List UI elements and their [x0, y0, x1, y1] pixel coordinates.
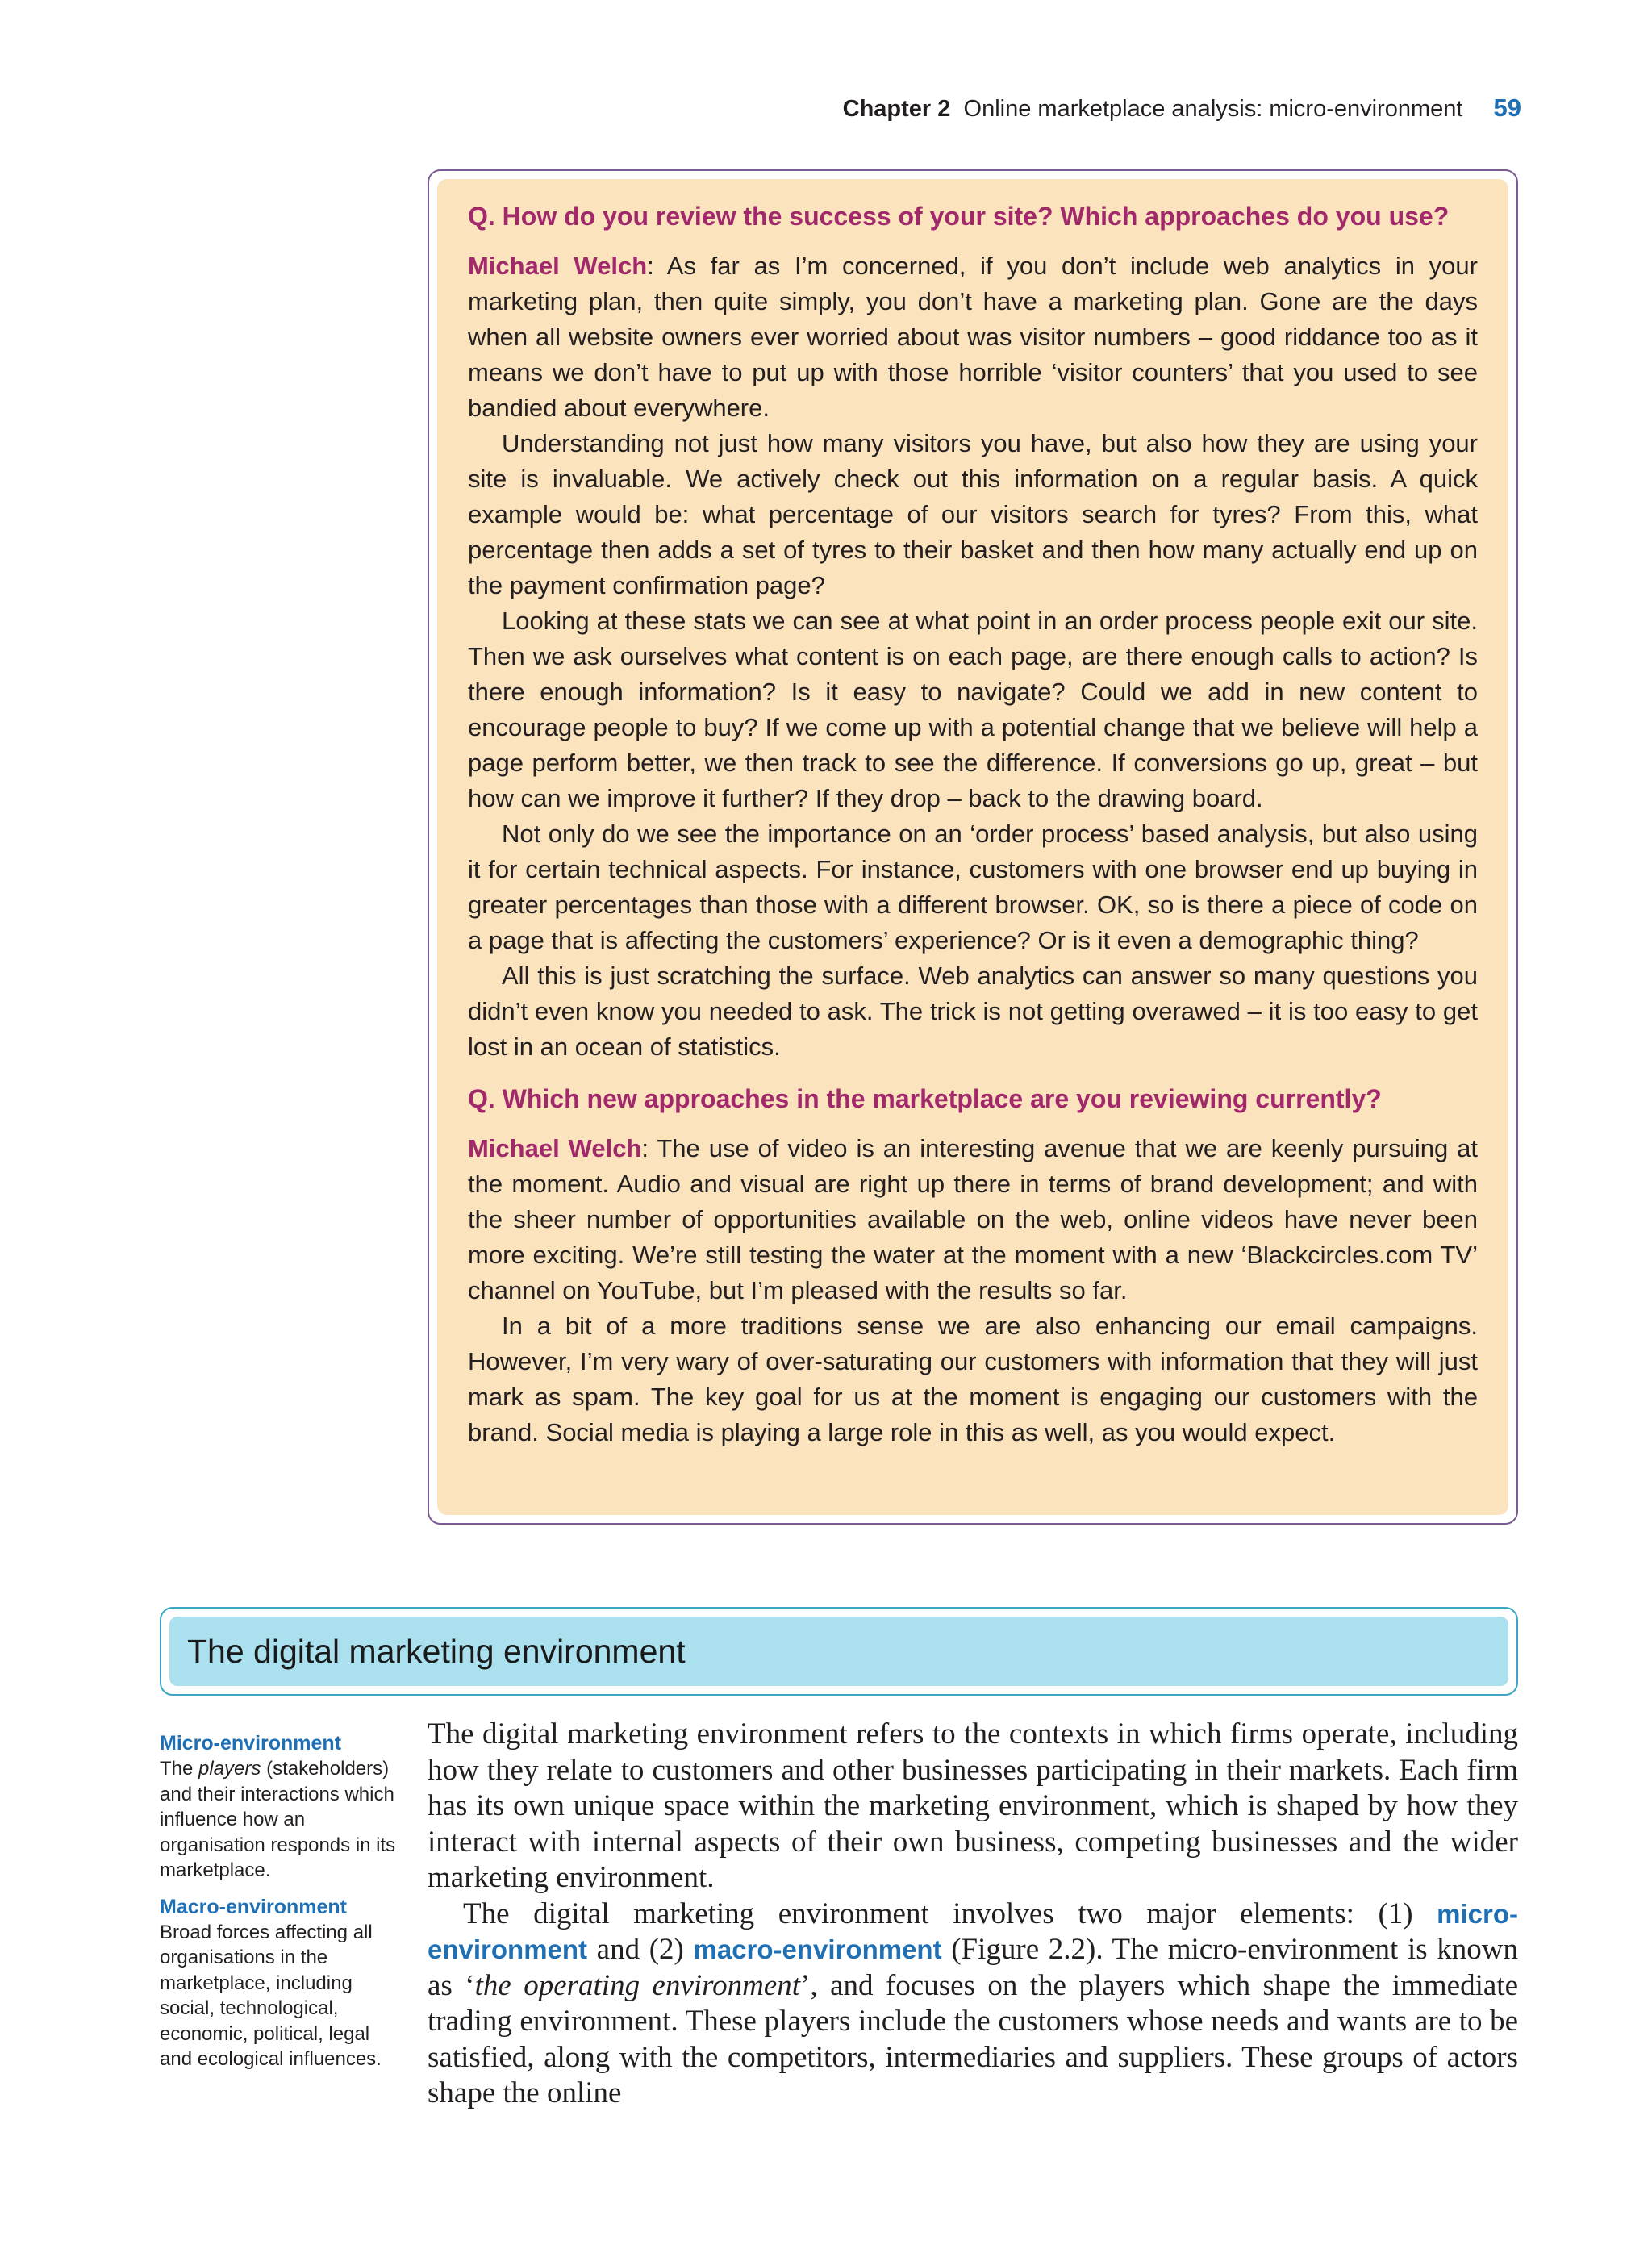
chapter-label: Chapter 2	[842, 96, 951, 122]
glossary-entry-macro	[160, 1895, 402, 2072]
body-paragraph-2: The digital marketing environment involves two major elements: (1) micro-environment and (2) macro-environment (Figure 2.2). The micro-environment is known as ‘the operating environment’, and focuses on the players which shape the immediate trading environment. These players include the customers whose needs and wants are to be satisfied, along with the competitors, intermediaries and suppliers. These groups of actors shape the online	[428, 1897, 1518, 2109]
interview-question-2: Q. Which new approaches in the marketplace are you reviewing currently?	[468, 1084, 1382, 1113]
body-text	[428, 1717, 1518, 2112]
page-number: 59	[1493, 94, 1521, 122]
running-head	[843, 92, 1521, 125]
interview-question-1: Q. How do you review the success of your site? Which approaches do you use?	[468, 202, 1450, 231]
answer-1-paragraph-5: All this is just scratching the surface. Web analytics can answer so many questions you didn’t even know you needed to ask. The trick is not getting overawed – it is too easy to get lost in an ocean of statistics.	[468, 962, 1478, 1061]
glossary-term-micro-environment: Micro-environment	[160, 1732, 342, 1755]
glossary-term-macro-environment: Macro-environment	[160, 1895, 347, 1918]
answer-1-paragraph-1-text: : As far as I’m concerned, if you don’t include web analytics in your marketing plan, then quite simply, you don’t have a marketing plan. Gone are the days when all website owners ever worried about was visitor numbers – good riddance too as it means we don’t have to put up with those horrible ‘visitor counters’ that you used to see bandied about everywhere.	[468, 252, 1478, 422]
answer-2-paragraph-1	[468, 1131, 1478, 1308]
speaker-name: Michael Welch	[468, 1134, 642, 1162]
key-term-macro-environment: macro-environment	[693, 1934, 942, 1964]
answer-1-paragraph-1	[468, 248, 1478, 426]
interview-box-content	[437, 179, 1508, 1515]
section-heading: The digital marketing environment	[169, 1617, 1508, 1686]
answer-1-paragraph-2: Understanding not just how many visitors you have, but also how they are using your site is invaluable. We actively check out this information on a regular basis. A quick example would be: what percentage of our visitors search for tyres? From this, what percentage then adds a set of tyres to their basket and then how many actually end up on the payment confirmation page?	[468, 429, 1478, 599]
margin-glossary	[160, 1731, 402, 2072]
key-term-micro-environment: micro-environment	[428, 1898, 1518, 1964]
speaker-name: Michael Welch	[468, 252, 648, 280]
body-paragraph-1: The digital marketing environment refers to the contexts in which firms operate, including how they relate to customers and other businesses participating in their markets. Each firm has its own unique space within the marketing environment, which is shaped by how they interact with internal aspects of their own business, competing businesses and the wider marketing environment.	[428, 1717, 1518, 1894]
glossary-definition-macro-environment: Broad forces affecting all organisations in the marketplace, including social, technological, economic, political, legal and ecological influences.	[160, 1921, 382, 2070]
glossary-definition-micro-environment: The players (stakeholders) and their interactions which influence how an organisation responds in its marketplace.	[160, 1758, 396, 1881]
answer-2-paragraph-1-text: : The use of video is an interesting avenue that we are keenly pursuing at the moment. Audio and visual are right up there in terms of brand development; and with the sheer number of opportunities available on the web, online videos have never been more exciting. We’re still testing the water at the moment with a new ‘Blackcircles.com TV’ channel on YouTube, but I’m pleased with the results so far.	[468, 1134, 1478, 1304]
answer-2-paragraph-2: In a bit of a more traditions sense we are also enhancing our email campaigns. However, I’m very wary of over-saturating our customers with information that they will just mark as spam. The key goal for us at the moment is engaging our customers with the brand. Social media is playing a large role in this as well, as you would expect.	[468, 1312, 1478, 1446]
interview-box	[428, 169, 1518, 1525]
answer-1-paragraph-3: Looking at these stats we can see at what point in an order process people exit our site. Then we ask ourselves what content is on each page, are there enough calls to action? Is there enough information? Is it easy to navigate? Could we add in new content to encourage people to buy? If we come up with a potential change that we believe will help a page perform better, we then track to see the difference. If conversions go up, great – but how can we improve it further? If they drop – back to the drawing board.	[468, 607, 1478, 812]
answer-1-paragraph-4: Not only do we see the importance on an ‘order process’ based analysis, but also using it for certain technical aspects. For instance, customers with one browser end up buying in greater percentages than those with a different browser. OK, so is there a piece of code on a page that is affecting the customers’ experience? Or is it even a demographic thing?	[468, 820, 1478, 954]
glossary-entry-micro	[160, 1731, 402, 1884]
chapter-title: Online marketplace analysis: micro-environment	[963, 96, 1463, 122]
section-heading-box	[160, 1607, 1518, 1696]
